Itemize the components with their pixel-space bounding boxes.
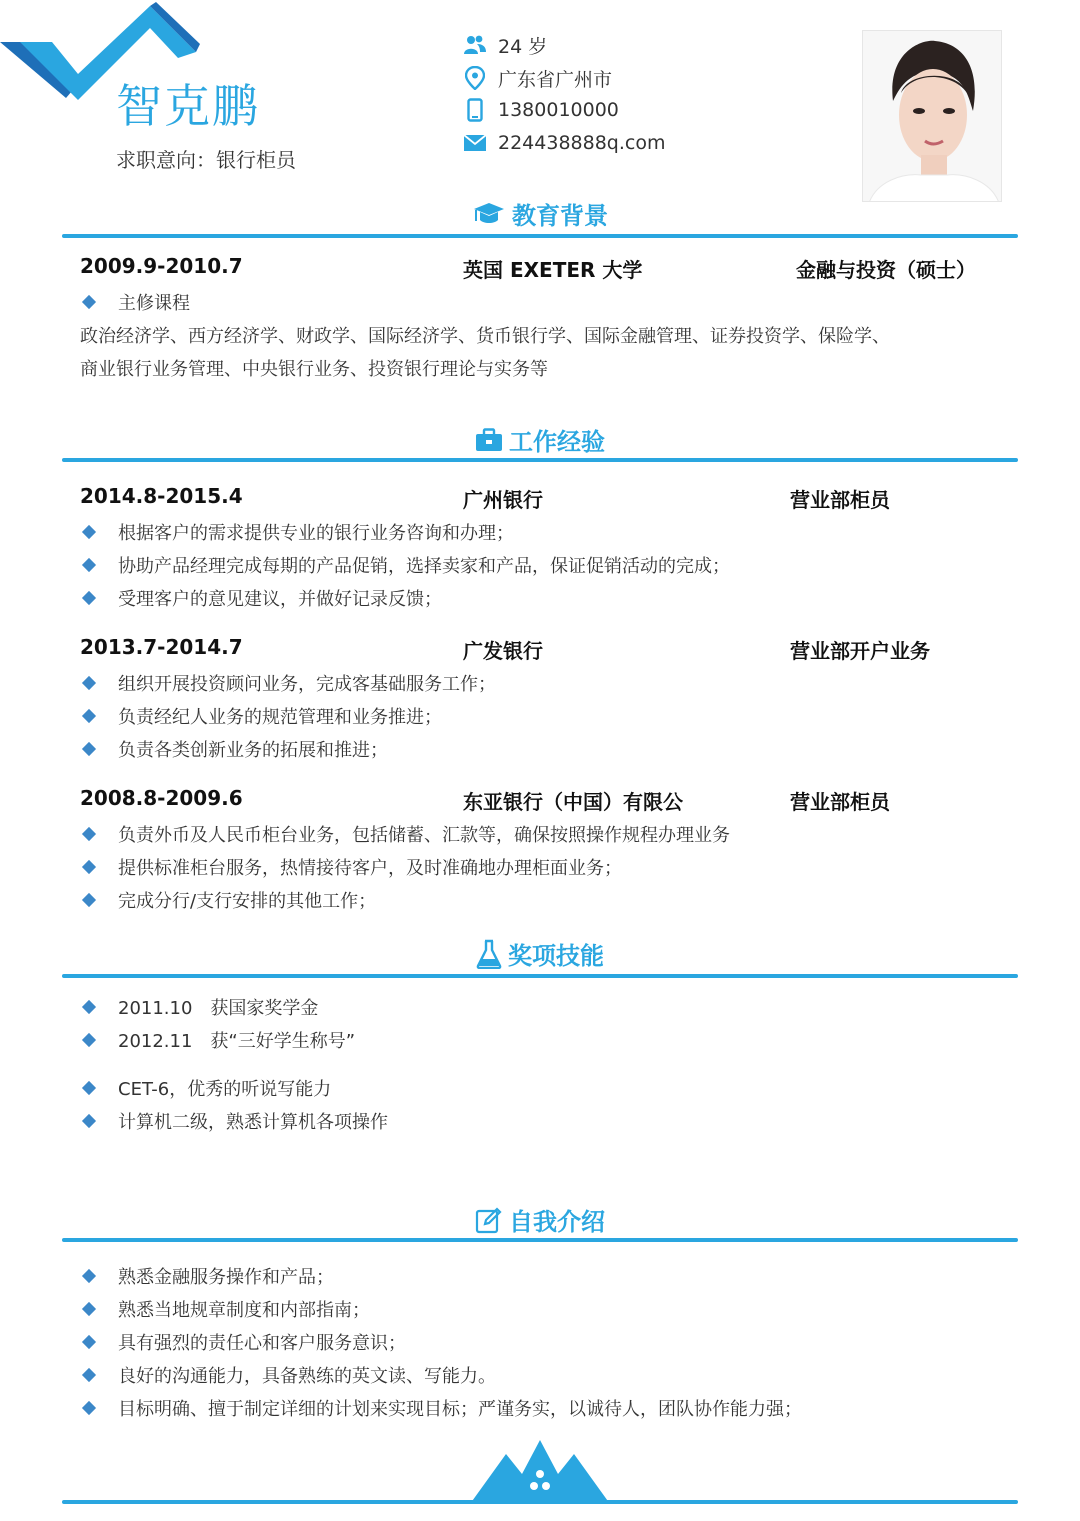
mail-icon: [462, 131, 488, 155]
education-major: 金融与投资（硕士）: [796, 258, 976, 282]
section-divider: [62, 234, 1018, 238]
diamond-bullet-icon: [82, 295, 96, 309]
profile-photo: [862, 30, 1002, 202]
diamond-bullet-icon: [82, 893, 96, 907]
list-item: 具有强烈的责任心和客户服务意识；: [80, 1329, 406, 1355]
job-role: 营业部柜员: [790, 790, 890, 814]
section-title-education: [0, 196, 1080, 231]
section-title-awards-text: 奖项技能: [508, 942, 604, 970]
diamond-bullet-icon: [82, 742, 96, 756]
diamond-bullet-icon: [82, 827, 96, 841]
phone-icon: [462, 98, 488, 122]
education-school: 英国 EXETER 大学: [463, 258, 643, 282]
list-item: 良好的沟通能力，具备熟练的英文读、写能力。: [80, 1362, 496, 1388]
job-intent-value: 银行柜员: [216, 148, 296, 172]
list-item: 熟悉当地规章制度和内部指南；: [80, 1296, 370, 1322]
list-item: 完成分行/支行安排的其他工作；: [80, 887, 376, 913]
job-intent: [116, 144, 296, 173]
job-company: 东亚银行（中国）有限公: [463, 790, 683, 814]
education-date: 2009.9-2010.7: [80, 254, 243, 278]
list-item: 负责各类创新业务的拓展和推进；: [80, 736, 388, 762]
list-item: CET-6，优秀的听说写能力: [80, 1075, 331, 1101]
diamond-bullet-icon: [82, 525, 96, 539]
briefcase-icon: [475, 428, 503, 452]
list-item: 提供标准柜台服务，热情接待客户，及时准确地办理柜面业务；: [80, 854, 622, 880]
diamond-bullet-icon: [82, 1335, 96, 1349]
section-divider: [62, 458, 1018, 462]
job-date: 2008.8-2009.6: [80, 786, 243, 810]
list-item: 主修课程: [80, 289, 190, 315]
diamond-bullet-icon: [82, 1269, 96, 1283]
user-icon: [462, 33, 488, 57]
list-item: 根据客户的需求提供专业的银行业务咨询和办理；: [80, 519, 514, 545]
section-title-work-text: 工作经验: [509, 428, 605, 456]
section-divider: [62, 974, 1018, 978]
info-phone: [462, 97, 619, 123]
job-date: 2013.7-2014.7: [80, 635, 243, 659]
section-title-awards: [0, 936, 1080, 971]
courses-text-line2: 商业银行业务管理、中央银行业务、投资银行理论与实务等: [80, 359, 548, 380]
info-location-text: 广东省广州市: [498, 68, 613, 91]
diamond-bullet-icon: [82, 676, 96, 690]
list-item: 负责外币及人民币柜台业务，包括储蓄、汇款等，确保按照操作规程办理业务: [80, 821, 730, 847]
diamond-bullet-icon: [82, 1081, 96, 1095]
info-age-text: 24 岁: [498, 35, 548, 58]
location-pin-icon: [462, 66, 488, 90]
section-title-self-intro: [0, 1202, 1080, 1237]
section-title-education-text: 教育背景: [512, 202, 608, 230]
diamond-bullet-icon: [82, 1401, 96, 1415]
mountain-footer-icon: [0, 1430, 1080, 1521]
info-phone-text: 1380010000: [498, 99, 619, 121]
info-location: [462, 65, 612, 91]
courses-text-line1: 政治经济学、西方经济学、财政学、国际经济学、货币银行学、国际金融管理、证券投资学、保险学、: [80, 326, 890, 347]
diamond-bullet-icon: [82, 558, 96, 572]
info-email-text: 224438888q.com: [498, 132, 666, 154]
list-item: 目标明确、擅于制定详细的计划来实现目标；严谨务实，以诚待人，团队协作能力强；: [80, 1395, 802, 1421]
diamond-bullet-icon: [82, 1000, 96, 1014]
diamond-bullet-icon: [82, 860, 96, 874]
diamond-bullet-icon: [82, 709, 96, 723]
list-item: 2011.10 获国家奖学金: [80, 994, 318, 1020]
list-item: 组织开展投资顾问业务，完成客基础服务工作；: [80, 670, 496, 696]
diamond-bullet-icon: [82, 591, 96, 605]
list-item: 负责经纪人业务的规范管理和业务推进；: [80, 703, 442, 729]
list-item: 计算机二级，熟悉计算机各项操作: [80, 1108, 388, 1134]
section-title-work: [0, 422, 1080, 457]
flask-icon: [476, 939, 502, 969]
diamond-bullet-icon: [82, 1302, 96, 1316]
diamond-bullet-icon: [82, 1033, 96, 1047]
list-item: 受理客户的意见建议，并做好记录反馈；: [80, 585, 442, 611]
job-role: 营业部柜员: [790, 488, 890, 512]
job-intent-label: 求职意向：: [116, 148, 216, 172]
section-title-self-intro-text: 自我介绍: [509, 1208, 605, 1236]
diamond-bullet-icon: [82, 1368, 96, 1382]
graduation-cap-icon: [472, 201, 506, 227]
info-age: [462, 32, 547, 58]
diamond-bullet-icon: [82, 1114, 96, 1128]
section-divider: [62, 1238, 1018, 1242]
info-email: [462, 130, 665, 156]
list-item: 协助产品经理完成每期的产品促销，选择卖家和产品，保证促销活动的完成；: [80, 552, 730, 578]
job-company: 广发银行: [463, 639, 543, 663]
job-date: 2014.8-2015.4: [80, 484, 243, 508]
job-company: 广州银行: [463, 488, 543, 512]
job-role: 营业部开户业务: [790, 639, 930, 663]
edit-icon: [475, 1206, 503, 1234]
list-item: 2012.11 获“三好学生称号”: [80, 1027, 355, 1053]
list-item: 熟悉金融服务操作和产品；: [80, 1263, 334, 1289]
candidate-name: 智克鹏: [116, 79, 260, 133]
